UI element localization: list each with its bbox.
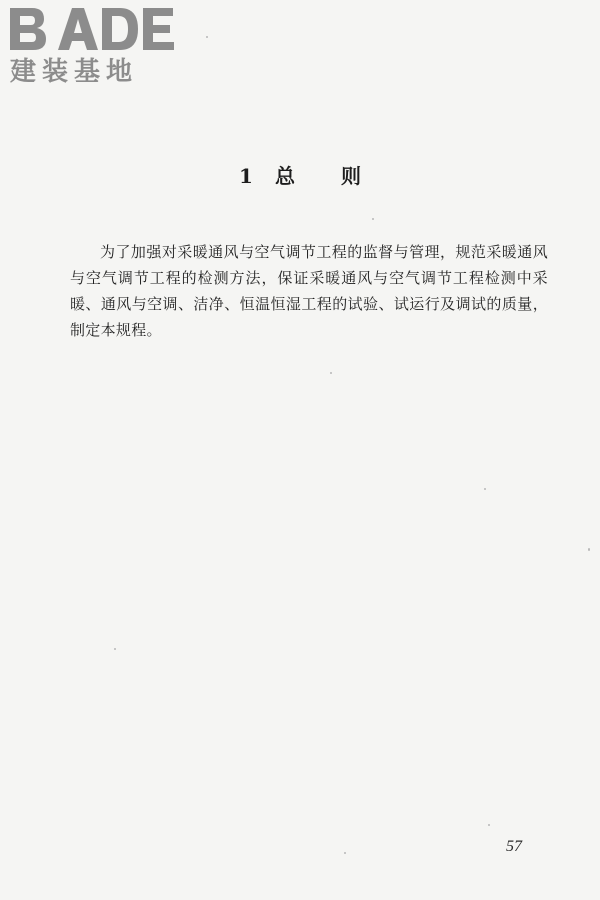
scan-speck (488, 824, 490, 826)
chapter-title (0, 160, 600, 189)
scan-speck (588, 548, 590, 551)
bade-watermark-logo (6, 2, 176, 84)
chapter-title-word-1: 总 (274, 164, 295, 188)
svg-text:建装基地: 建装基地 (10, 57, 139, 84)
page-number: 57 (506, 838, 522, 855)
scan-speck (114, 648, 116, 650)
scan-speck (344, 852, 346, 854)
body-paragraph: 为了加强对采暖通风与空气调节工程的监督与管理，规范采暖通风与空气调节工程的检测方法，保证采暖通风与空气调节工程检测中采暖、通风与空调、洁净、恒温恒湿工程的试验、试运行及调试的质量，制定本规程。 (70, 243, 548, 339)
scan-speck (484, 488, 486, 490)
chapter-title-word-2: 则 (340, 164, 361, 188)
scan-speck (330, 372, 332, 374)
scan-speck (206, 36, 208, 38)
chapter-number: 1 (239, 164, 253, 188)
scan-speck (372, 218, 374, 220)
